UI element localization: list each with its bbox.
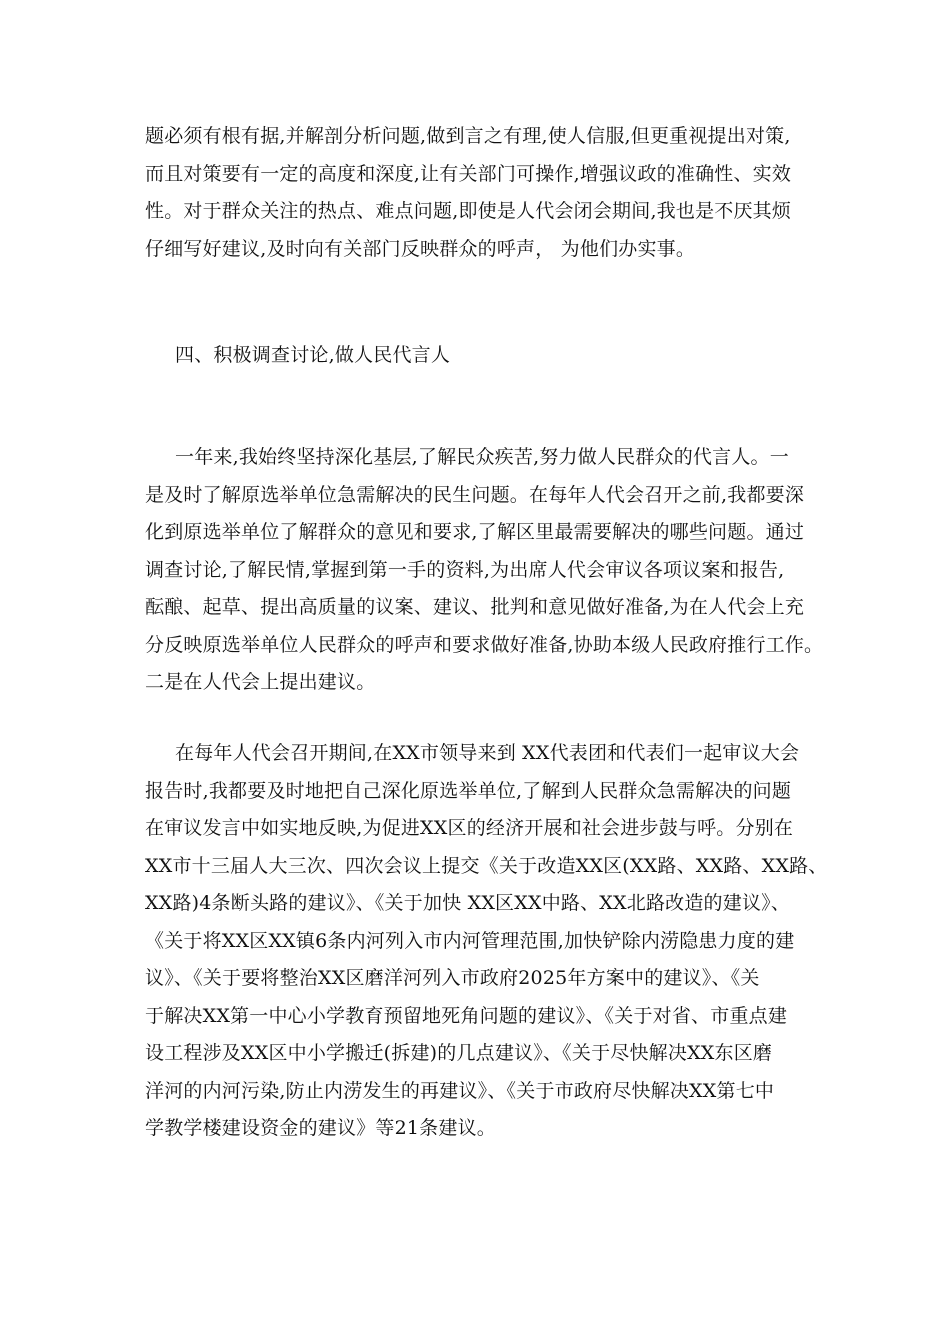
text-line: 设工程涉及XX区中小学搬迁(拆建)的几点建议》、《关于尽快解决XX东区磨 [145, 1042, 773, 1064]
paragraph-continuation [145, 118, 825, 268]
text-line: 是及时了解原选举单位急需解决的民生问题。在每年人代会召开之前,我都要深 [145, 483, 805, 506]
text-line: 议》、《关于要将整治XX区磨洋河列入市政府2025年方案中的建议》、《关 [145, 967, 760, 989]
text-line: 调查讨论,了解民情,掌握到第一手的资料,为出席人代会审议各项议案和报告, [145, 558, 785, 581]
text-line: 报告时,我都要及时地把自己深化原选举单位,了解到人民群众急需解决的问题 [145, 779, 792, 802]
text-line: 题必须有根有据,并解剖分析问题,做到言之有理,使人信服,但更重视提出对策, [145, 125, 791, 147]
section-heading-text: 四、积极调查讨论,做人民代言人 [175, 344, 451, 366]
text-line: 仔细写好建议,及时向有关部门反映群众的呼声， 为他们办实事。 [145, 237, 696, 260]
text-line: 酝酿、起草、提出高质量的议案、建议、批判和意见做好准备,为在人代会上充 [145, 596, 805, 618]
text-line: 而且对策要有一定的高度和深度,让有关部门可操作,增强议政的准确性、实效 [145, 162, 792, 185]
text-line: 在每年人代会召开期间,在XX市领导来到 XX代表团和代表们一起审议大会 [175, 742, 800, 764]
text-line: 《关于将XX区XX镇6条内河列入市内河管理范围,加快铲除内涝隐患力度的建 [145, 929, 795, 952]
text-line: 于解决XX第一中心小学教育预留地死角问题的建议》、《关于对省、市重点建 [145, 1004, 788, 1027]
text-line: 性。对于群众关注的热点、难点问题,即使是人代会闭会期间,我也是不厌其烦 [145, 200, 792, 222]
text-line: 在审议发言中如实地反映,为促进XX区的经济开展和社会进步鼓与呼。分别在 [145, 817, 794, 839]
text-line: 二是在人代会上提出建议。 [145, 671, 376, 693]
text-line: 洋河的内河污染,防止内涝发生的再建议》、《关于市政府尽快解决XX第七中 [145, 1079, 775, 1102]
paragraph-proposals [145, 735, 828, 1148]
text-line: 学教学楼建设资金的建议》等21条建议。 [145, 1117, 496, 1139]
paragraph-outreach [145, 439, 825, 702]
text-line: 分反映原选举单位人民群众的呼声和要求做好准备,协助本级人民政府推行工作。 [145, 633, 824, 656]
text-line: 一年来,我始终坚持深化基层,了解民众疾苦,努力做人民群众的代言人。一 [175, 446, 789, 468]
text-line: XX市十三届人大三次、四次会议上提交《关于改造XX区(XX路、XX路、XX路、 [145, 854, 828, 877]
text-line: 化到原选举单位了解群众的意见和要求,了解区里最需要解决的哪些问题。通过 [145, 521, 805, 543]
section-heading [145, 337, 825, 375]
text-line: XX路)4条断头路的建议》、《关于加快 XX区XX中路、XX北路改造的建议》、 [145, 892, 791, 914]
